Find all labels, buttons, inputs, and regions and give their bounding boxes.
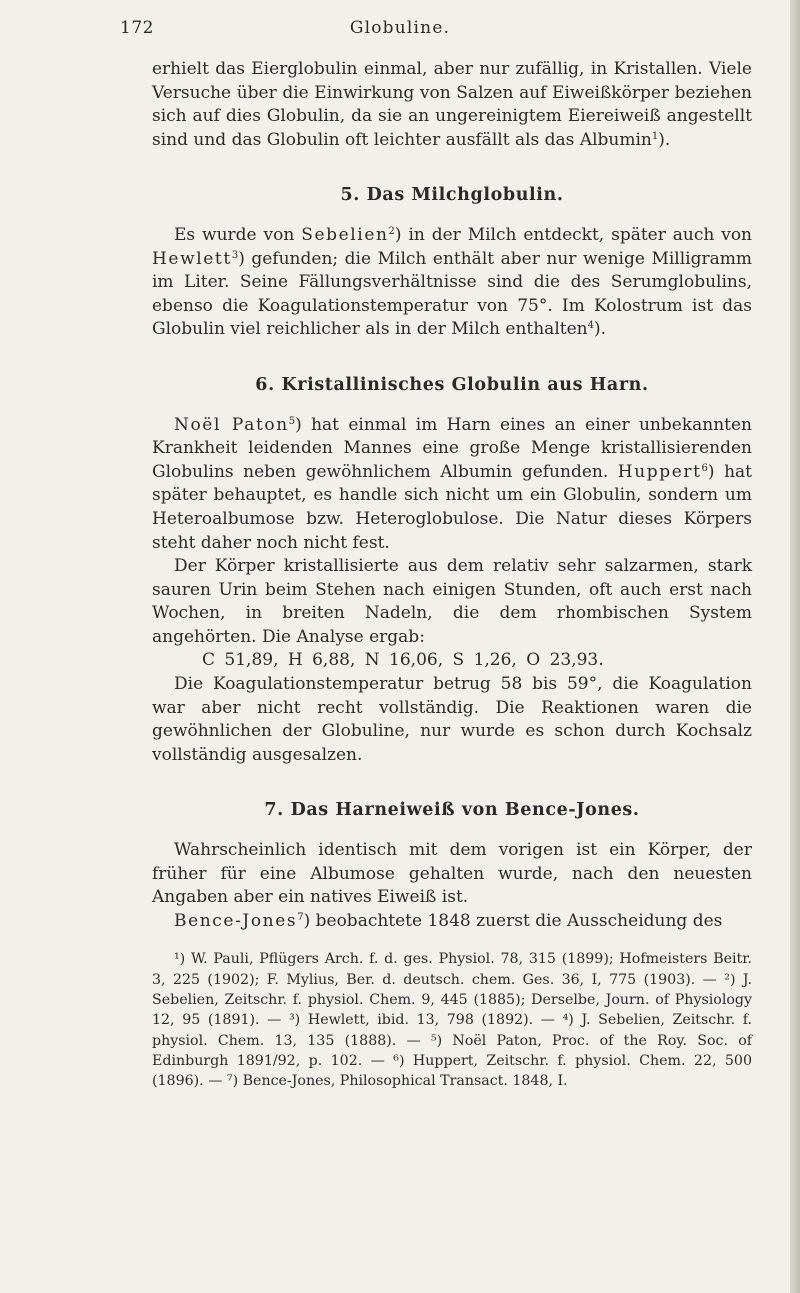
footnote-ref: 2 xyxy=(388,225,395,237)
footnotes xyxy=(152,949,752,1091)
page-edge-shadow xyxy=(790,0,800,1293)
section-heading-bence-jones: 7. Das Harneiweiß von Bence-Jones. xyxy=(264,800,640,821)
author-name: Sebelien xyxy=(301,224,389,245)
section-heading-milchglobulin: 5. Das Milchglobulin. xyxy=(340,185,564,206)
footnote-ref: 5 xyxy=(288,415,296,427)
milchglobulin-paragraph: Es wurde von Sebelien$^2$) in der Milch entdeckt, später auch von Hewlett$^3$) gefunden; die Milch enthält aber nur wenige Milligramm im Liter. Seine Fällungsverhältnisse sind die des Serumglobulins, ebenso die Koagulationstemperatur von 75°. Im Kolostrum ist das Globulin viel reichlicher als in der Milch enthalten$^4$). xyxy=(152,224,753,340)
intro-paragraph: erhielt das Eierglobulin einmal, aber nur zufällig, in Kristallen. Viele Versuche über die Einwirkung von Salzen auf Eiweißkörper beziehen sich auf dies Globulin, da sie an ungereinigtem Eiereiweiß angestellt sind und das Globulin oft leichter ausfällt als das Albumin$^1$). xyxy=(152,59,752,150)
author-name: Bence-Jones xyxy=(174,910,298,931)
body-text xyxy=(152,58,752,1091)
page-number: 172 xyxy=(120,18,154,38)
footnote-ref: 6 xyxy=(701,462,708,474)
bence-jones-paragraph-1: Wahrscheinlich identisch mit dem vorigen ist ein Körper, der früher für eine Albumose gehalten wurde, nach den neuesten Angaben aber ein natives Eiweiß ist. xyxy=(152,840,752,908)
elemental-analysis: C 51,89, H 6,88, N 16,06, S 1,26, O 23,93. xyxy=(202,650,604,671)
author-name: Hewlett xyxy=(152,248,232,269)
footnote-ref: 7 xyxy=(297,911,304,923)
page-header xyxy=(0,0,800,60)
running-title: Globuline. xyxy=(349,18,451,38)
footnote-ref: 4 xyxy=(587,320,594,332)
harn-paragraph-1: Noël Paton$^5$) hat einmal im Harn eines an einer unbekannten Krankheit leidenden Mannes eine große Menge kristallisierenden Globulins neben gewöhnlichem Albumin gefunden. Huppert$^6$) hat später behauptet, es handle sich nicht um ein Globulin, sondern um Heteroalbumose bzw. Heteroglobulose. Die Natur dieses Körpers steht daher noch nicht fest. xyxy=(152,414,752,553)
section-heading-kristallinisches-globulin: 6. Kristallinisches Globulin aus Harn. xyxy=(255,374,649,395)
harn-paragraph-3: Die Koagulationstemperatur betrug 58 bis 59°, die Koagulation war aber nicht recht vollständig. Die Reaktionen waren die gewöhnlichen der Globuline, nur wurde es schon durch Kochsalz vollständig ausgesalzen. xyxy=(152,674,752,765)
footnote-text: ¹) W. Pauli, Pflügers Arch. f. d. ges. Physiol. 78, 315 (1899); Hofmeisters Beitr. 3, 225 (1902); F. Mylius, Ber. d. deutsch. chem. Ges. 36, I, 775 (1903). — ²) J. Sebelien, Zeitschr. f. physiol. Chem. 9, 445 (1885); Derselbe, Journ. of Physiology 12, 95 (1891). — ³) Hewlett, ibid. 13, 798 (1892). — ⁴) J. Sebelien, Zeitschr. f. physiol. Chem. 13, 135 (1888). — ⁵) Noël Paton, Proc. of the Roy. Soc. of Edinburgh 1891/92, p. 102. — ⁶) Huppert, Zeitschr. f. physiol. Chem. 22, 500 (1896). — ⁷) Bence-Jones, Philosophical Transact. 1848, I. xyxy=(152,951,752,1090)
author-name: Huppert xyxy=(617,461,702,482)
bence-jones-paragraph-2: Bence-Jones$^7$) beobachtete 1848 zuerst die Ausscheidung des xyxy=(174,910,723,931)
footnote-ref: 3 xyxy=(231,249,239,261)
harn-paragraph-2: Der Körper kristallisierte aus dem relativ sehr salzarmen, stark sauren Urin beim Stehen nach einigen Stunden, oft auch erst nach Wochen, in breiten Nadeln, die dem rhombischen System angehörten. Die Analyse ergab: xyxy=(152,556,752,647)
footnote-ref: 1 xyxy=(651,130,659,142)
author-name: Noël Paton xyxy=(174,414,289,435)
